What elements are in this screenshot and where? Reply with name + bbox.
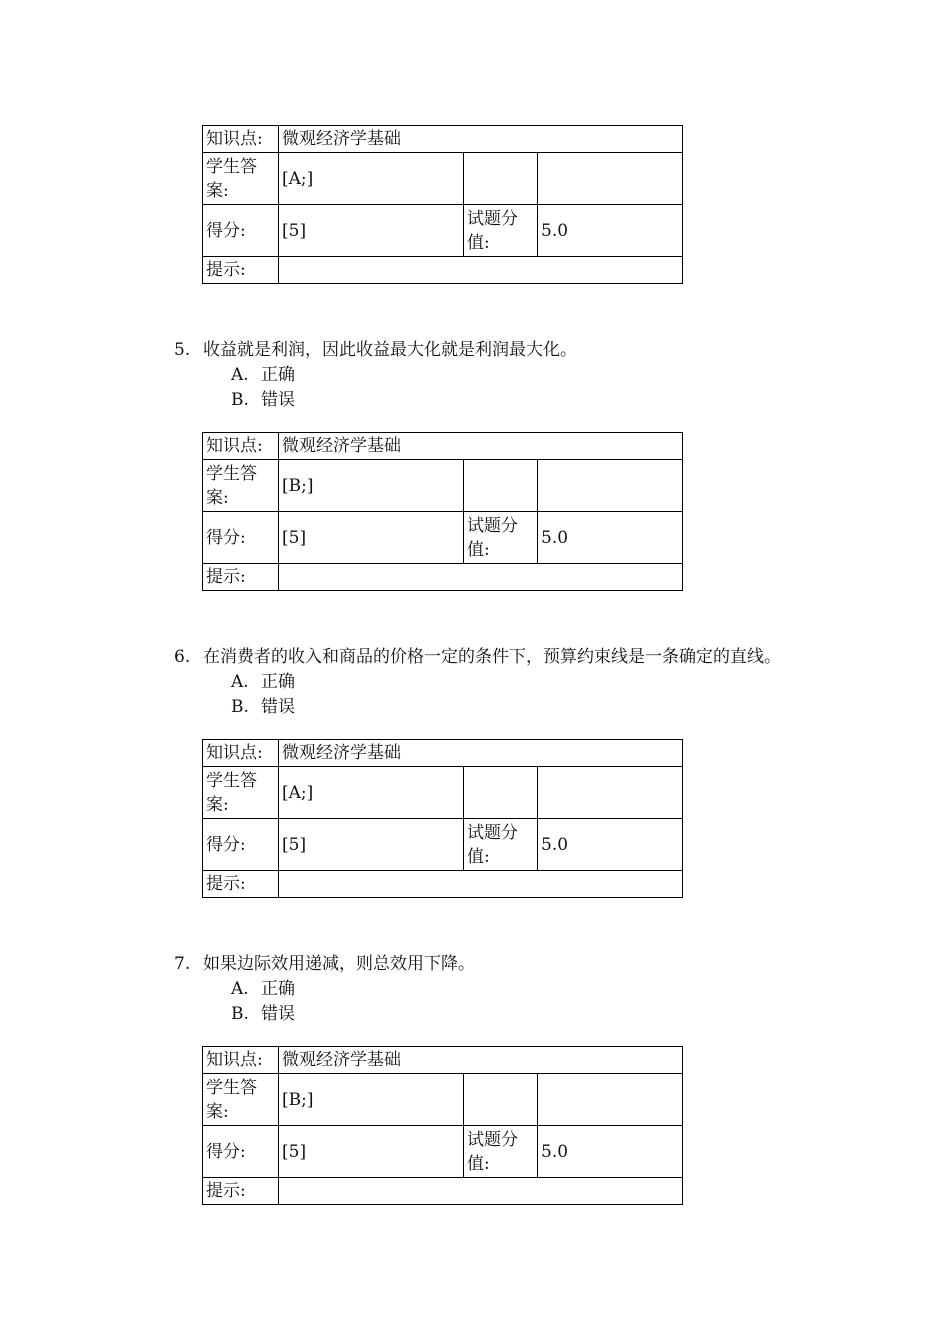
student-answer-label: 学生答案: xyxy=(203,153,279,205)
score-label: 得分: xyxy=(203,205,279,257)
knowledge-point-label: 知识点: xyxy=(203,126,279,153)
hint-value xyxy=(279,257,683,284)
knowledge-point-value: 微观经济学基础 xyxy=(279,1047,683,1074)
question-value-value: 5.0 xyxy=(538,205,683,257)
hint-label: 提示: xyxy=(203,564,279,591)
hint-value xyxy=(279,871,683,898)
hint-label: 提示: xyxy=(203,1178,279,1205)
option-letter: B. xyxy=(231,390,249,410)
option-b[interactable] xyxy=(231,388,295,412)
empty-cell xyxy=(538,1074,683,1126)
question-number: 5. xyxy=(174,340,191,360)
option-text: 正确 xyxy=(261,365,295,385)
score-value: [5] xyxy=(279,512,464,564)
question-number: 7. xyxy=(174,954,191,974)
question-stem: 如果边际效用递减，则总效用下降。 xyxy=(203,954,475,974)
question-text xyxy=(174,952,475,976)
option-letter: A. xyxy=(231,979,249,999)
score-label: 得分: xyxy=(203,512,279,564)
knowledge-point-value: 微观经济学基础 xyxy=(279,433,683,460)
student-answer-value: [A;] xyxy=(279,767,464,819)
knowledge-point-value: 微观经济学基础 xyxy=(279,126,683,153)
option-letter: A. xyxy=(231,672,249,692)
question-value-value: 5.0 xyxy=(538,1126,683,1178)
score-value: [5] xyxy=(279,205,464,257)
option-text: 错误 xyxy=(261,1004,295,1024)
question-value-value: 5.0 xyxy=(538,819,683,871)
score-value: [5] xyxy=(279,1126,464,1178)
empty-cell xyxy=(464,767,538,819)
hint-label: 提示: xyxy=(203,257,279,284)
student-answer-label: 学生答案: xyxy=(203,1074,279,1126)
student-answer-value: [B;] xyxy=(279,460,464,512)
question-text xyxy=(174,645,781,669)
option-b[interactable] xyxy=(231,695,295,719)
knowledge-point-value: 微观经济学基础 xyxy=(279,740,683,767)
student-answer-label: 学生答案: xyxy=(203,767,279,819)
option-b[interactable] xyxy=(231,1002,295,1026)
info-table xyxy=(202,739,683,898)
question-text xyxy=(174,338,577,362)
score-value: [5] xyxy=(279,819,464,871)
info-table xyxy=(202,125,683,284)
question-value-value: 5.0 xyxy=(538,512,683,564)
question-value-label: 试题分值: xyxy=(464,819,538,871)
info-table xyxy=(202,432,683,591)
score-label: 得分: xyxy=(203,819,279,871)
question-value-label: 试题分值: xyxy=(464,1126,538,1178)
option-a[interactable] xyxy=(231,670,295,694)
hint-value xyxy=(279,564,683,591)
empty-cell xyxy=(538,767,683,819)
hint-label: 提示: xyxy=(203,871,279,898)
question-stem: 收益就是利润，因此收益最大化就是利润最大化。 xyxy=(203,340,577,360)
option-text: 错误 xyxy=(261,697,295,717)
option-letter: B. xyxy=(231,697,249,717)
empty-cell xyxy=(464,153,538,205)
knowledge-point-label: 知识点: xyxy=(203,1047,279,1074)
knowledge-point-label: 知识点: xyxy=(203,433,279,460)
question-value-label: 试题分值: xyxy=(464,512,538,564)
student-answer-value: [B;] xyxy=(279,1074,464,1126)
hint-value xyxy=(279,1178,683,1205)
knowledge-point-label: 知识点: xyxy=(203,740,279,767)
option-text: 正确 xyxy=(261,672,295,692)
info-table xyxy=(202,1046,683,1205)
question-number: 6. xyxy=(174,647,191,667)
question-value-label: 试题分值: xyxy=(464,205,538,257)
option-a[interactable] xyxy=(231,977,295,1001)
score-label: 得分: xyxy=(203,1126,279,1178)
option-text: 正确 xyxy=(261,979,295,999)
option-letter: B. xyxy=(231,1004,249,1024)
option-letter: A. xyxy=(231,365,249,385)
student-answer-value: [A;] xyxy=(279,153,464,205)
student-answer-label: 学生答案: xyxy=(203,460,279,512)
empty-cell xyxy=(538,153,683,205)
option-text: 错误 xyxy=(261,390,295,410)
option-a[interactable] xyxy=(231,363,295,387)
question-stem: 在消费者的收入和商品的价格一定的条件下，预算约束线是一条确定的直线。 xyxy=(203,647,781,667)
empty-cell xyxy=(464,460,538,512)
empty-cell xyxy=(538,460,683,512)
empty-cell xyxy=(464,1074,538,1126)
